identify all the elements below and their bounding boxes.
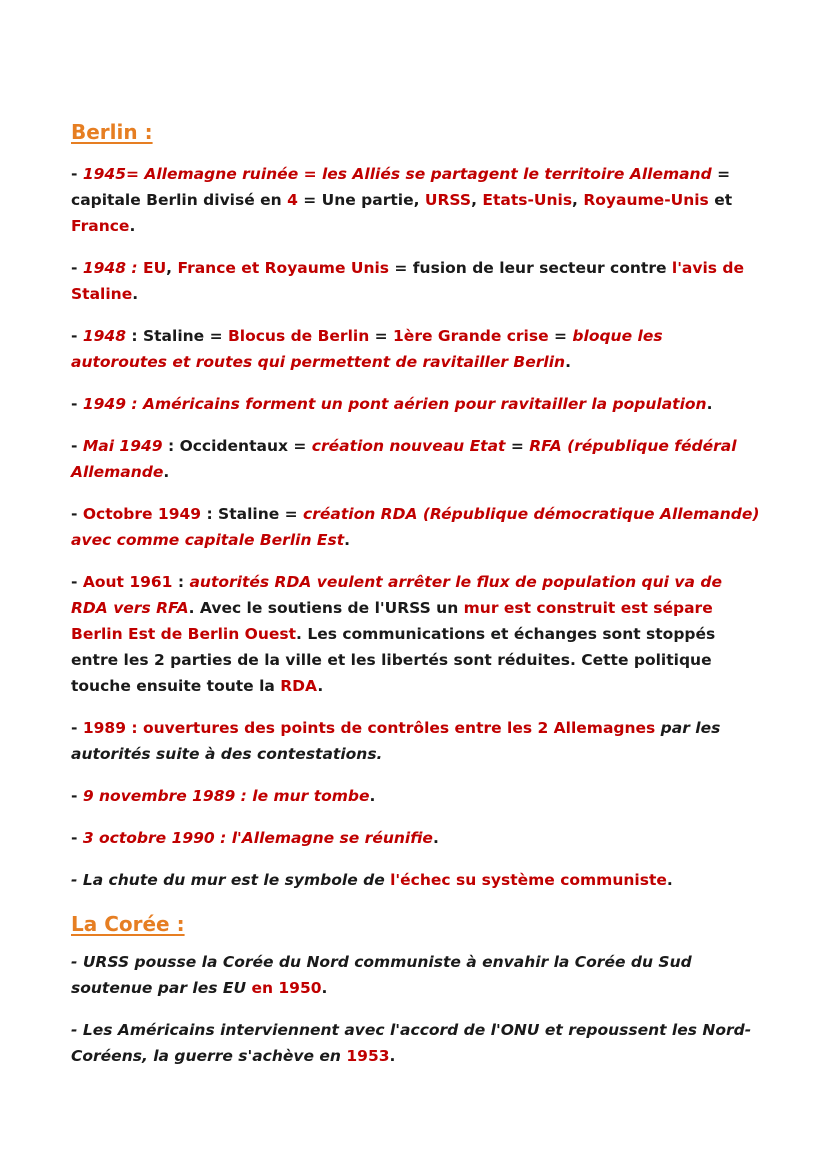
paragraph-list	[71, 949, 761, 1069]
paragraph	[71, 867, 761, 893]
paragraph	[71, 783, 761, 809]
text-run: .	[369, 787, 376, 805]
text-run: =	[505, 437, 530, 455]
text-run: création RDA (République démocratique Allemande) avec comme capitale Berlin Est	[71, 505, 760, 549]
text-run: - Les Américains interviennent avec l'accord de l'ONU et repoussent les Nord-Coréens, la guerre s'achève en	[71, 1021, 752, 1065]
text-run: .	[163, 463, 170, 481]
text-run: .	[129, 217, 136, 235]
text-run: .	[321, 979, 328, 997]
text-run: ,	[572, 191, 584, 209]
text-run: -	[71, 573, 83, 591]
text-run: 9 novembre 1989 : le mur tombe	[82, 787, 370, 805]
section-heading: Berlin :	[71, 120, 153, 144]
text-run: France	[71, 217, 130, 235]
text-run: autorités RDA veulent arrêter le flux de population qui va de RDA vers RFA	[71, 573, 722, 617]
text-run: France et Royaume Unis	[177, 259, 390, 277]
text-run: Aout 1961	[82, 573, 173, 591]
text-run: = capitale Berlin divisé en	[71, 165, 731, 209]
text-run: 1948	[82, 327, 126, 345]
text-run: -	[71, 327, 83, 345]
text-run: = fusion de leur secteur contre	[389, 259, 672, 277]
text-run: - La chute du mur est le symbole de	[71, 871, 391, 889]
text-run: création nouveau Etat	[311, 437, 506, 455]
text-run: 1953	[346, 1047, 390, 1065]
section-heading: La Corée :	[71, 912, 185, 936]
text-run: = Une partie,	[297, 191, 425, 209]
text-run: Octobre 1949	[82, 505, 202, 523]
text-run: RFA (république fédéral Allemande	[71, 437, 737, 481]
text-run: 1945= Allemagne ruinée = les Alliés se partagent le territoire Allemand	[82, 165, 712, 183]
section-berlin	[71, 117, 761, 893]
text-run: : Staline =	[201, 505, 304, 523]
text-run: -	[71, 829, 83, 847]
paragraph	[71, 391, 761, 417]
text-run: Royaume-Unis	[583, 191, 709, 209]
paragraph	[71, 501, 761, 553]
text-run: 4	[287, 191, 298, 209]
paragraph	[71, 323, 761, 375]
text-run: en 1950	[251, 979, 322, 997]
text-run: et	[708, 191, 733, 209]
text-run: .	[389, 1047, 396, 1065]
text-run: Etats-Unis	[482, 191, 573, 209]
text-run: 1ère Grande crise	[393, 327, 549, 345]
paragraph	[71, 1017, 761, 1069]
text-run: RDA	[280, 677, 318, 695]
text-run: -	[71, 787, 83, 805]
paragraph	[71, 569, 761, 699]
document-page	[71, 117, 761, 1085]
text-run: . Les communications et échanges sont stoppés entre les 2 parties de la ville et les libertés sont réduites. Cette politique touche ensuite toute la	[71, 625, 716, 695]
paragraph	[71, 715, 761, 767]
paragraph	[71, 161, 761, 239]
text-run: 3 octobre 1990 : l'Allemagne se réunifie	[82, 829, 433, 847]
text-run: EU	[142, 259, 167, 277]
paragraph	[71, 949, 761, 1001]
text-run: -	[71, 719, 83, 737]
text-run: Mai 1949	[82, 437, 163, 455]
text-run: :	[172, 573, 190, 591]
section-coree	[71, 909, 761, 1069]
text-run: .	[666, 871, 673, 889]
text-run: - URSS pousse la Corée du Nord communiste à envahir la Corée du Sud soutenue par les EU	[71, 953, 692, 997]
text-run: -	[71, 395, 83, 413]
text-run: ,	[166, 259, 178, 277]
text-run: =	[369, 327, 394, 345]
text-run: =	[548, 327, 573, 345]
text-run: -	[71, 259, 83, 277]
text-run: . Avec le soutiens de l'URSS un	[188, 599, 464, 617]
text-run: .	[132, 285, 139, 303]
text-run: .	[317, 677, 324, 695]
paragraph	[71, 255, 761, 307]
text-run: : Staline =	[125, 327, 228, 345]
text-run: mur est construit est sépare Berlin Est de Berlin Ouest	[71, 599, 713, 643]
text-run: .	[565, 353, 571, 371]
paragraph-list	[71, 161, 761, 893]
text-run: .	[344, 531, 350, 549]
text-run: 1989 : ouvertures des points de contrôles entre les 2 Allemagnes	[82, 719, 656, 737]
text-run: l'échec su système communiste	[390, 871, 667, 889]
text-run: bloque les autoroutes et routes qui permettent de ravitailler Berlin	[71, 327, 663, 371]
text-run: -	[71, 505, 83, 523]
text-run: ,	[471, 191, 483, 209]
text-run: -	[71, 165, 83, 183]
text-run: par les autorités suite à des contestations.	[71, 719, 721, 763]
text-run: -	[71, 437, 83, 455]
paragraph	[71, 825, 761, 851]
paragraph	[71, 433, 761, 485]
text-run: : Occidentaux =	[162, 437, 312, 455]
text-run: 1948 :	[82, 259, 143, 277]
text-run: URSS	[424, 191, 472, 209]
text-run: .	[706, 395, 713, 413]
text-run: l'avis de Staline	[71, 259, 745, 303]
text-run: .	[432, 829, 439, 847]
text-run: Blocus de Berlin	[227, 327, 370, 345]
text-run: 1949 : Américains forment un pont aérien pour ravitailler la population	[82, 395, 707, 413]
